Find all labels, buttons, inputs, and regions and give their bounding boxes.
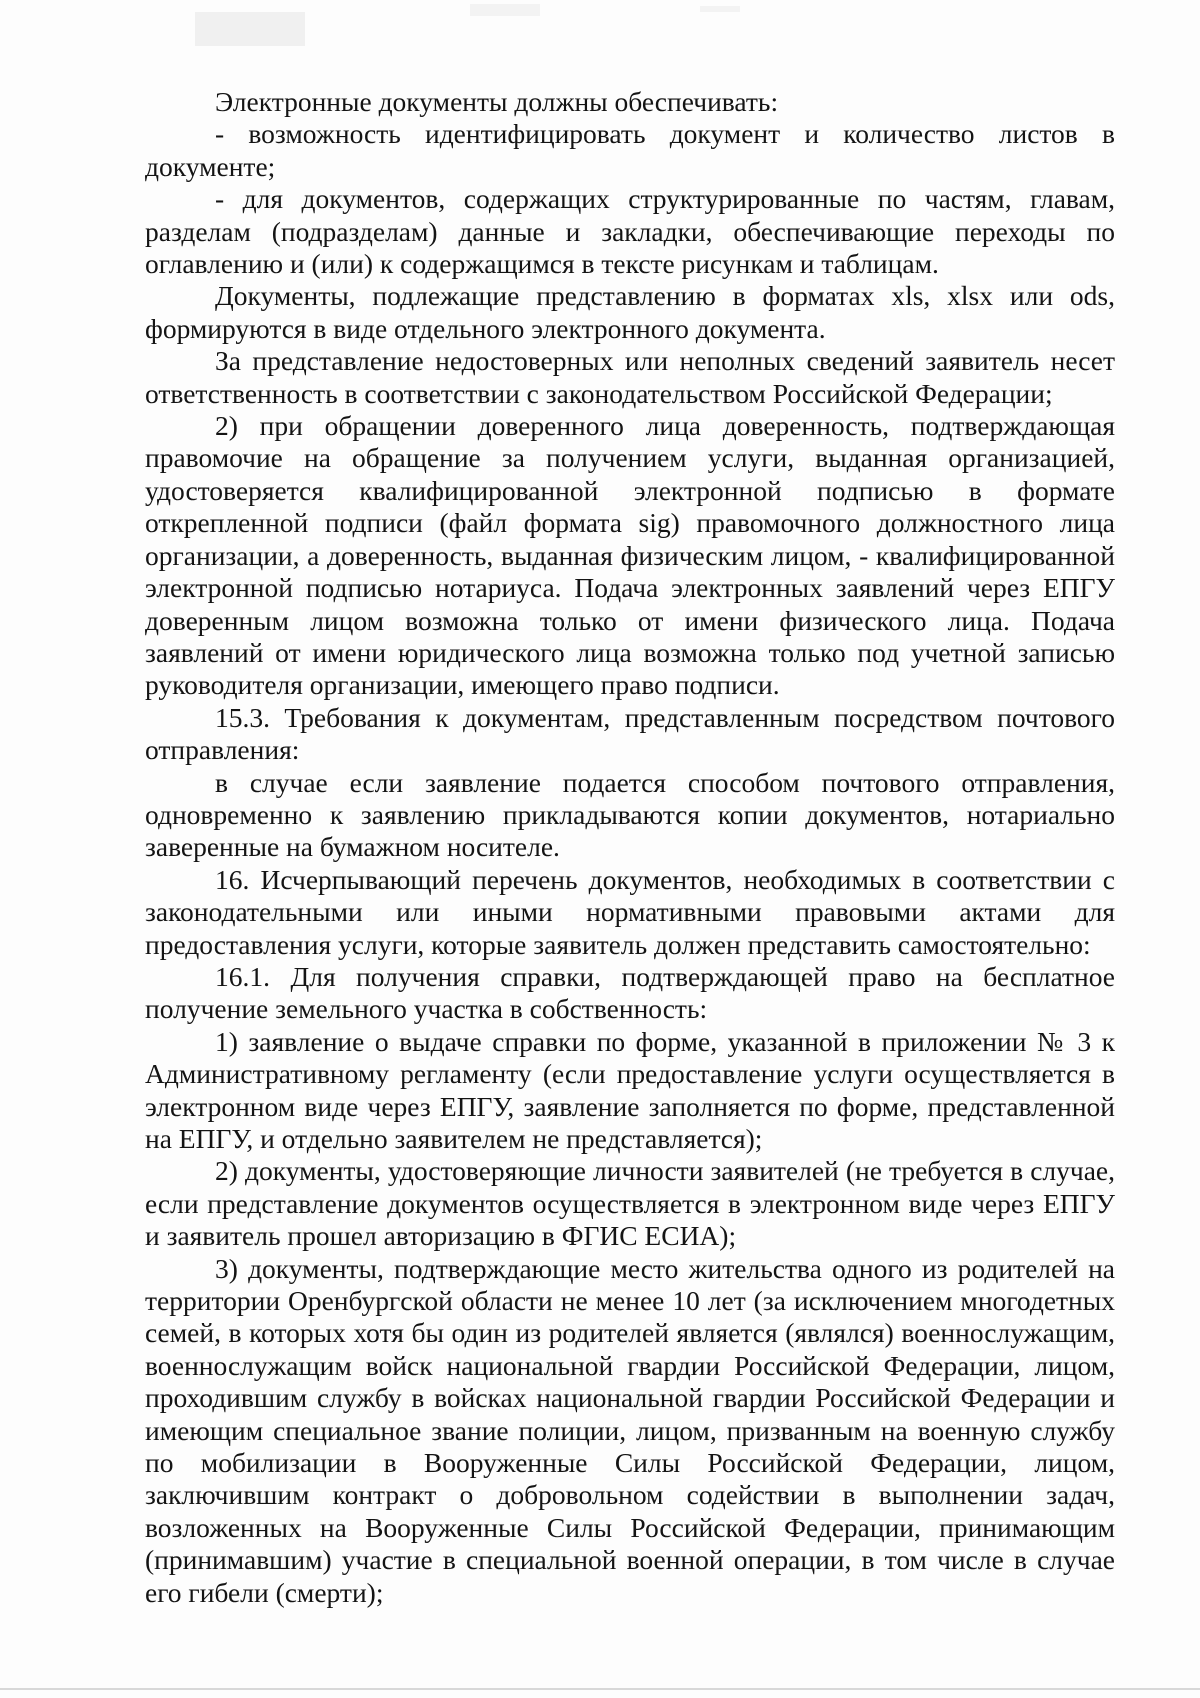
paragraph: - возможность идентифицировать документ и количество листов в документе;: [145, 118, 1115, 182]
scan-artifact: [700, 6, 740, 12]
paragraph: 1) заявление о выдаче справки по форме, указанной в приложении № 3 к Административному регламенту (если предоставление услуги осуществляется в электронном виде через ЕПГУ, заявление заполняется по форме, представленной на ЕПГУ, и отдельно заявителем не представляется);: [145, 1025, 1115, 1154]
paragraph: 2) документы, удостоверяющие личности заявителей (не требуется в случае, если представление документов осуществляется в электронном виде через ЕПГУ и заявитель прошел авторизацию в ФГИС ЕСИА);: [145, 1155, 1115, 1252]
paragraph: - для документов, содержащих структурированные по частям, главам, разделам (подразделам) данные и закладки, обеспечивающие переходы по оглавлению и (или) к содержащимся в тексте рисункам и таблицам.: [145, 183, 1115, 280]
paragraph: 16. Исчерпывающий перечень документов, необходимых в соответствии с законодательными или иными нормативными правовыми актами для предоставления услуги, которые заявитель должен представить самостоятельно:: [145, 863, 1115, 960]
paragraph: 3) документы, подтверждающие место жительства одного из родителей на территории Оренбургской области не менее 10 лет (за исключением многодетных семей, в которых хотя бы один из родителей является (являлся) военнослужащим, военнослужащим войск национальной гвардии Российской Федерации, лицом, проходившим службу в войсках национальной гвардии Российской Федерации и имеющим специальное звание полиции, лицом, призванным на военную службу по мобилизации в Вооруженные Силы Российской Федерации, лицом, заключившим контракт о добровольном содействии в выполнении задач, возложенных на Вооруженные Силы Российской Федерации, принимающим (принимавшим) участие в специальной военной операции, в том числе в случае его гибели (смерти);: [145, 1252, 1115, 1608]
document-body: [145, 86, 1115, 1609]
paragraph: в случае если заявление подается способом почтового отправления, одновременно к заявлению прикладываются копии документов, нотариально заверенные на бумажном носителе.: [145, 766, 1115, 863]
scan-artifact: [195, 12, 305, 46]
paragraph: Документы, подлежащие представлению в форматах xls, xlsx или ods, формируются в виде отдельного электронного документа.: [145, 280, 1115, 344]
paragraph: 2) при обращении доверенного лица доверенность, подтверждающая правомочие на обращение за получением услуги, выданная организацией, удостоверяется квалифицированной электронной подписью в формате открепленной подписи (файл формата sig) правомочного должностного лица организации, а доверенность, выданная физическим лицом, - квалифицированной электронной подписью нотариуса. Подача электронных заявлений через ЕПГУ доверенным лицом возможна только от имени физического лица. Подача заявлений от имени юридического лица возможна только под учетной записью руководителя организации, имеющего право подписи.: [145, 410, 1115, 701]
paragraph: 15.3. Требования к документам, представленным посредством почтового отправления:: [145, 701, 1115, 766]
scan-edge: [0, 1688, 1200, 1690]
scan-artifact: [470, 4, 540, 16]
paragraph: 16.1. Для получения справки, подтверждающей право на бесплатное получение земельного участка в собственность:: [145, 960, 1115, 1025]
paragraph: За представление недостоверных или неполных сведений заявитель несет ответственность в соответствии с законодательством Российской Федерации;: [145, 345, 1115, 409]
paragraph: Электронные документы должны обеспечивать:: [215, 86, 779, 117]
